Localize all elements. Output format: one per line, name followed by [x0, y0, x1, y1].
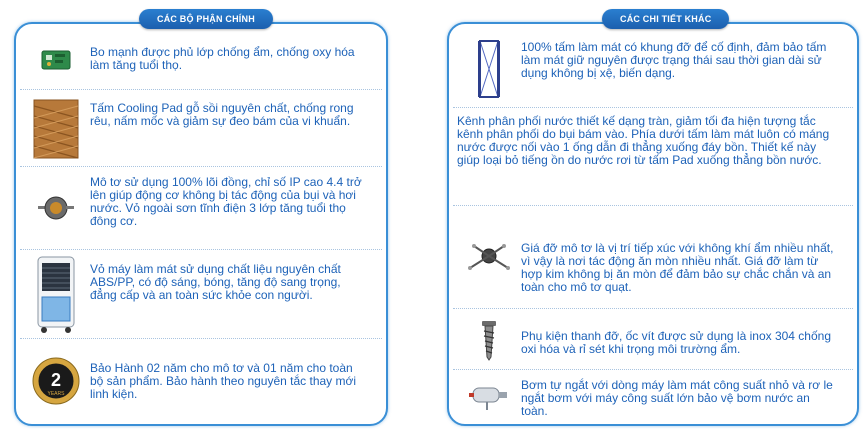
- other-details-tab: CÁC CHI TIẾT KHÁC: [602, 9, 729, 29]
- screw-icon: [461, 314, 517, 366]
- list-item: [20, 251, 382, 339]
- list-item: [453, 207, 853, 309]
- motor-icon: [24, 172, 88, 244]
- item-text: Bảo Hành 02 năm cho mô tơ và 01 năm cho toàn bộ sản phẩm. Bảo hành theo nguyên tắc thay mới linh kiện.: [90, 361, 357, 401]
- item-text: Bo mạnh được phủ lớp chống ẩm, chống oxy hóa làm tăng tuổi thọ.: [90, 45, 355, 72]
- list-item: [20, 168, 382, 250]
- main-parts-panel: [14, 22, 388, 426]
- circuit-board-icon: [24, 34, 88, 86]
- pad-frame-icon: [461, 34, 517, 104]
- item-text: Giá đỡ mô tơ là vị trí tiếp xúc với không khí ẩm nhiều nhất, vì vậy là nơi tác động ăn mòn nhiều nhất. Giá đỡ làm từ hợp kim không bị ăn mòn để đảm bảo sự chắc chắn và an toàn cho mô tơ quạt.: [521, 241, 834, 294]
- item-text: Phụ kiện thanh đỡ, ốc vít được sử dụng là inox 304 chống oxi hóa và rỉ sét khi trọng môi trường ẩm.: [521, 329, 831, 356]
- warranty-badge-number: 2: [50, 370, 62, 390]
- list-item: [20, 91, 382, 167]
- list-item: [20, 340, 382, 422]
- main-parts-tab: CÁC BỘ PHẬN CHÍNH: [139, 9, 273, 29]
- motor-bracket-icon: [461, 217, 517, 299]
- list-item: [453, 30, 853, 108]
- air-cooler-icon: [24, 253, 88, 337]
- cooling-pad-icon: [24, 93, 88, 165]
- warranty-badge-sub: YEARS: [47, 391, 65, 397]
- item-text: Tấm Cooling Pad gỗ sồi nguyên chất, chống rong rêu, nấm mốc và giảm sự đeo bám của vi khuẩn.: [90, 101, 354, 128]
- list-item: [20, 30, 382, 90]
- item-text: Vỏ máy làm mát sử dụng chất liệu nguyên chất ABS/PP, có độ sáng, bóng, tăng độ sang trọng, đẳng cấp và an toàn sức khỏe con người.: [90, 262, 341, 302]
- item-text: Mô tơ sử dụng 100% lõi đồng, chỉ số IP cao 4.4 trở lên giúp động cơ không bị tác động của bụi và hơi nước. Vỏ ngoài sơn tĩnh điện 3 lớp tăng tuổi thọ đông cơ.: [90, 175, 362, 228]
- pump-icon: [461, 373, 517, 421]
- list-item: [453, 310, 853, 370]
- item-text: 100% tấm làm mát có khung đỡ để cố định, đảm bảo tấm làm mát giữ nguyên được trạng thái sau thời gian dài sử dụng không bị xệ, biến dạng.: [521, 40, 827, 80]
- other-details-panel: [447, 22, 859, 426]
- list-item: [453, 109, 853, 206]
- list-item: [453, 371, 853, 423]
- warranty-badge-icon: [24, 348, 88, 414]
- item-text: Bơm tự ngắt với dòng máy làm mát công suất nhỏ và rơ le ngắt bơm với máy công suất lớn bảo vệ bơm nước an toàn.: [521, 378, 833, 418]
- item-text: Kênh phân phối nước thiết kế dạng tràn, giảm tối đa hiện tượng tắc kênh phân phối do bụi bám vào. Phía dưới tấm làm mát luôn có máng nước được nối vào 1 ống dẫn đi thẳng xuống đáy bồn. Thiết kế này giúp loại bỏ tiếng ồn do nước rơi từ tấm Pad xuống thẳng bồn nước.: [457, 114, 830, 167]
